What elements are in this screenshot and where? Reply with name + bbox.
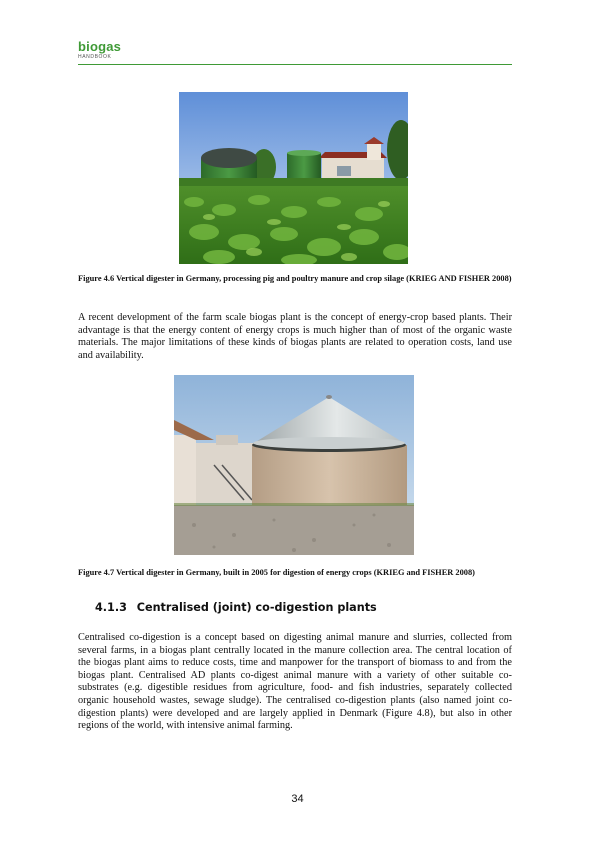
figure-4-7-photo <box>174 375 414 555</box>
section-heading <box>95 601 377 614</box>
brand-logo: biogas <box>78 39 122 54</box>
figure-4-7-caption: Figure 4.7 Vertical digester in Germany, built in 2005 for digestion of energy crops (KRIEG and FISHER 2008) <box>78 568 475 577</box>
paragraph-centralised-co-digestion: Centralised co-digestion is a concept based on digesting animal manure and slurries, collected from several farms, in a biogas plant centrally located in the manure collection area. The central location of the biogas plant aims to reduce costs, time and manpower for the transport of biomass to and from the biogas plant. Centralised AD plants co-digest animal manure with a variety of other suitable co-substrates (e.g. digestible residues from agriculture, food- and fish industries, separately collected organic household wastes, sewage sludge). The centralised co-digestion plants (also named joint co-digestion plants) were developed and are largely applied in Denmark (Figure 4.8), but also in other regions of the world, with intensive animal farming. <box>78 632 512 732</box>
page-number: 34 <box>291 793 304 805</box>
figure-4-6-caption: Figure 4.6 Vertical digester in Germany, processing pig and poultry manure and crop silage (KRIEG AND FISHER 2008) <box>78 274 512 283</box>
section-title: Centralised (joint) co-digestion plants <box>136 601 377 614</box>
brand-subtitle: HANDBOOK <box>78 54 112 60</box>
figure-4-6-photo <box>179 92 408 264</box>
page-header <box>78 40 512 60</box>
header-rule <box>78 64 512 65</box>
paragraph-energy-crop: A recent development of the farm scale biogas plant is the concept of energy-crop based plants. Their advantage is that the energy content of energy crops is much higher than of most of the organic waste materials. The major limitations of these kinds of biogas plants are related to operation costs, land use and availability. <box>78 312 512 361</box>
section-number: 4.1.3 <box>95 601 127 614</box>
